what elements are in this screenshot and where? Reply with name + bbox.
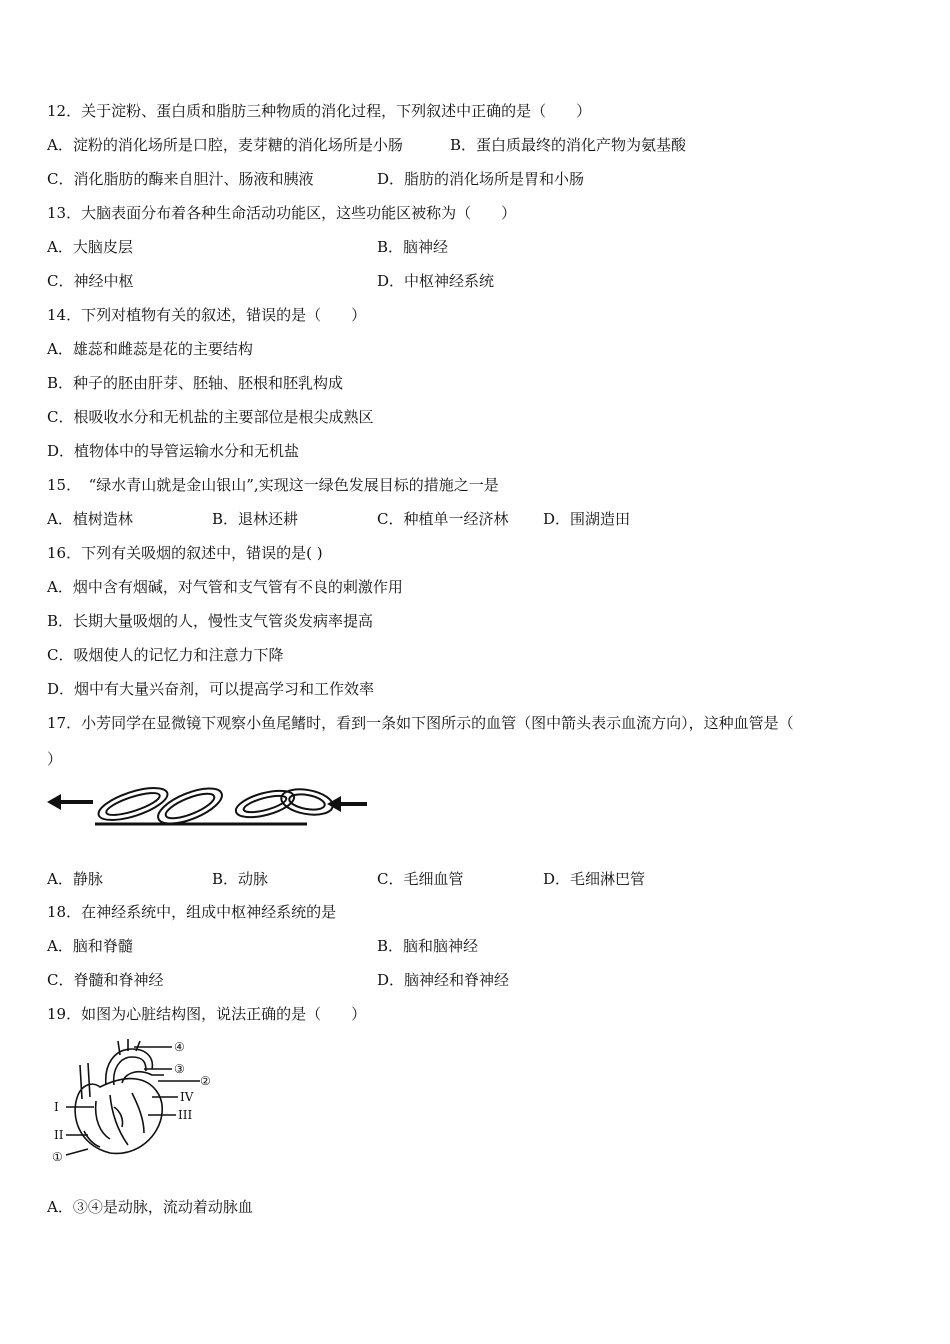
q18-option-c: C．脊髓和脊神经 <box>47 971 164 989</box>
q13-option-c: C．神经中枢 <box>47 272 134 290</box>
left-arrow-icon <box>47 794 93 810</box>
heart-label-2: ② <box>200 1074 211 1088</box>
heart-label-4: ④ <box>174 1040 185 1054</box>
heart-structure-figure <box>48 1035 218 1167</box>
q15-option-b: B．退林还耕 <box>212 510 299 528</box>
q17-stem: 17．小芳同学在显微镜下观察小鱼尾鳍时，看到一条如下图所示的血管（图中箭头表示血流方向），这种血管是（ <box>47 714 794 732</box>
q12-option-b: B．蛋白质最终的消化产物为氨基酸 <box>450 136 687 154</box>
q17-option-d: D．毛细淋巴管 <box>543 870 646 888</box>
q16-option-d: D．烟中有大量兴奋剂，可以提高学习和工作效率 <box>47 680 375 698</box>
heart-label-1: ① <box>52 1150 63 1164</box>
q12-option-a: A．淀粉的消化场所是口腔，麦芽糖的消化场所是小肠 <box>47 136 403 154</box>
q15-stem: 15． “绿水青山就是金山银山”,实现这一绿色发展目标的措施之一是 <box>47 476 499 494</box>
q14-stem: 14．下列对植物有关的叙述，错误的是（ ） <box>47 306 367 324</box>
q15-option-c: C．种植单一经济林 <box>377 510 509 528</box>
q16-option-a: A．烟中含有烟碱，对气管和支气管有不良的刺激作用 <box>47 578 403 596</box>
q15-option-a: A．植树造林 <box>47 510 133 528</box>
q12-stem: 12．关于淀粉、蛋白质和脂肪三种物质的消化过程，下列叙述中正确的是（ ） <box>47 102 592 120</box>
q18-option-d: D．脑神经和脊神经 <box>377 971 510 989</box>
q16-option-b: B．长期大量吸烟的人，慢性支气管炎发病率提高 <box>47 612 374 630</box>
q18-stem: 18．在神经系统中，组成中枢神经系统的是 <box>47 903 337 921</box>
q14-option-d: D．植物体中的导管运输水分和无机盐 <box>47 442 300 460</box>
q13-option-b: B．脑神经 <box>377 238 449 256</box>
q14-option-a: A．雄蕊和雌蕊是花的主要结构 <box>47 340 253 358</box>
heart-label-ii: II <box>54 1128 64 1142</box>
q12-option-d: D．脂肪的消化场所是胃和小肠 <box>377 170 585 188</box>
q13-stem: 13．大脑表面分布着各种生命活动功能区，这些功能区被称为（ ） <box>47 204 517 222</box>
q17-option-a: A．静脉 <box>47 870 103 888</box>
q17-stem-continuation: ） <box>47 750 63 768</box>
heart-label-iii: III <box>178 1108 193 1122</box>
q16-stem: 16．下列有关吸烟的叙述中，错误的是( ) <box>47 544 323 562</box>
heart-label-iv: IV <box>180 1090 194 1104</box>
q15-option-d: D．围湖造田 <box>543 510 631 528</box>
q19-option-a: A．③④是动脉，流动着动脉血 <box>47 1198 253 1216</box>
q14-option-c: C．根吸收水分和无机盐的主要部位是根尖成熟区 <box>47 408 374 426</box>
q13-option-a: A．大脑皮层 <box>47 238 133 256</box>
q18-option-a: A．脑和脊髓 <box>47 937 133 955</box>
q17-option-c: C．毛细血管 <box>377 870 464 888</box>
q12-option-c: C．消化脂肪的酶来自胆汁、肠液和胰液 <box>47 170 314 188</box>
q13-option-d: D．中枢神经系统 <box>377 272 495 290</box>
q16-option-c: C．吸烟使人的记忆力和注意力下降 <box>47 646 284 664</box>
q17-option-b: B．动脉 <box>212 870 269 888</box>
q18-option-b: B．脑和脑神经 <box>377 937 479 955</box>
heart-label-i: I <box>54 1100 59 1114</box>
q19-stem: 19．如图为心脏结构图，说法正确的是（ ） <box>47 1005 367 1023</box>
q14-option-b: B．种子的胚由肝芽、胚轴、胚根和胚乳构成 <box>47 374 344 392</box>
blood-vessel-figure <box>45 780 375 832</box>
heart-label-3: ③ <box>174 1062 185 1076</box>
